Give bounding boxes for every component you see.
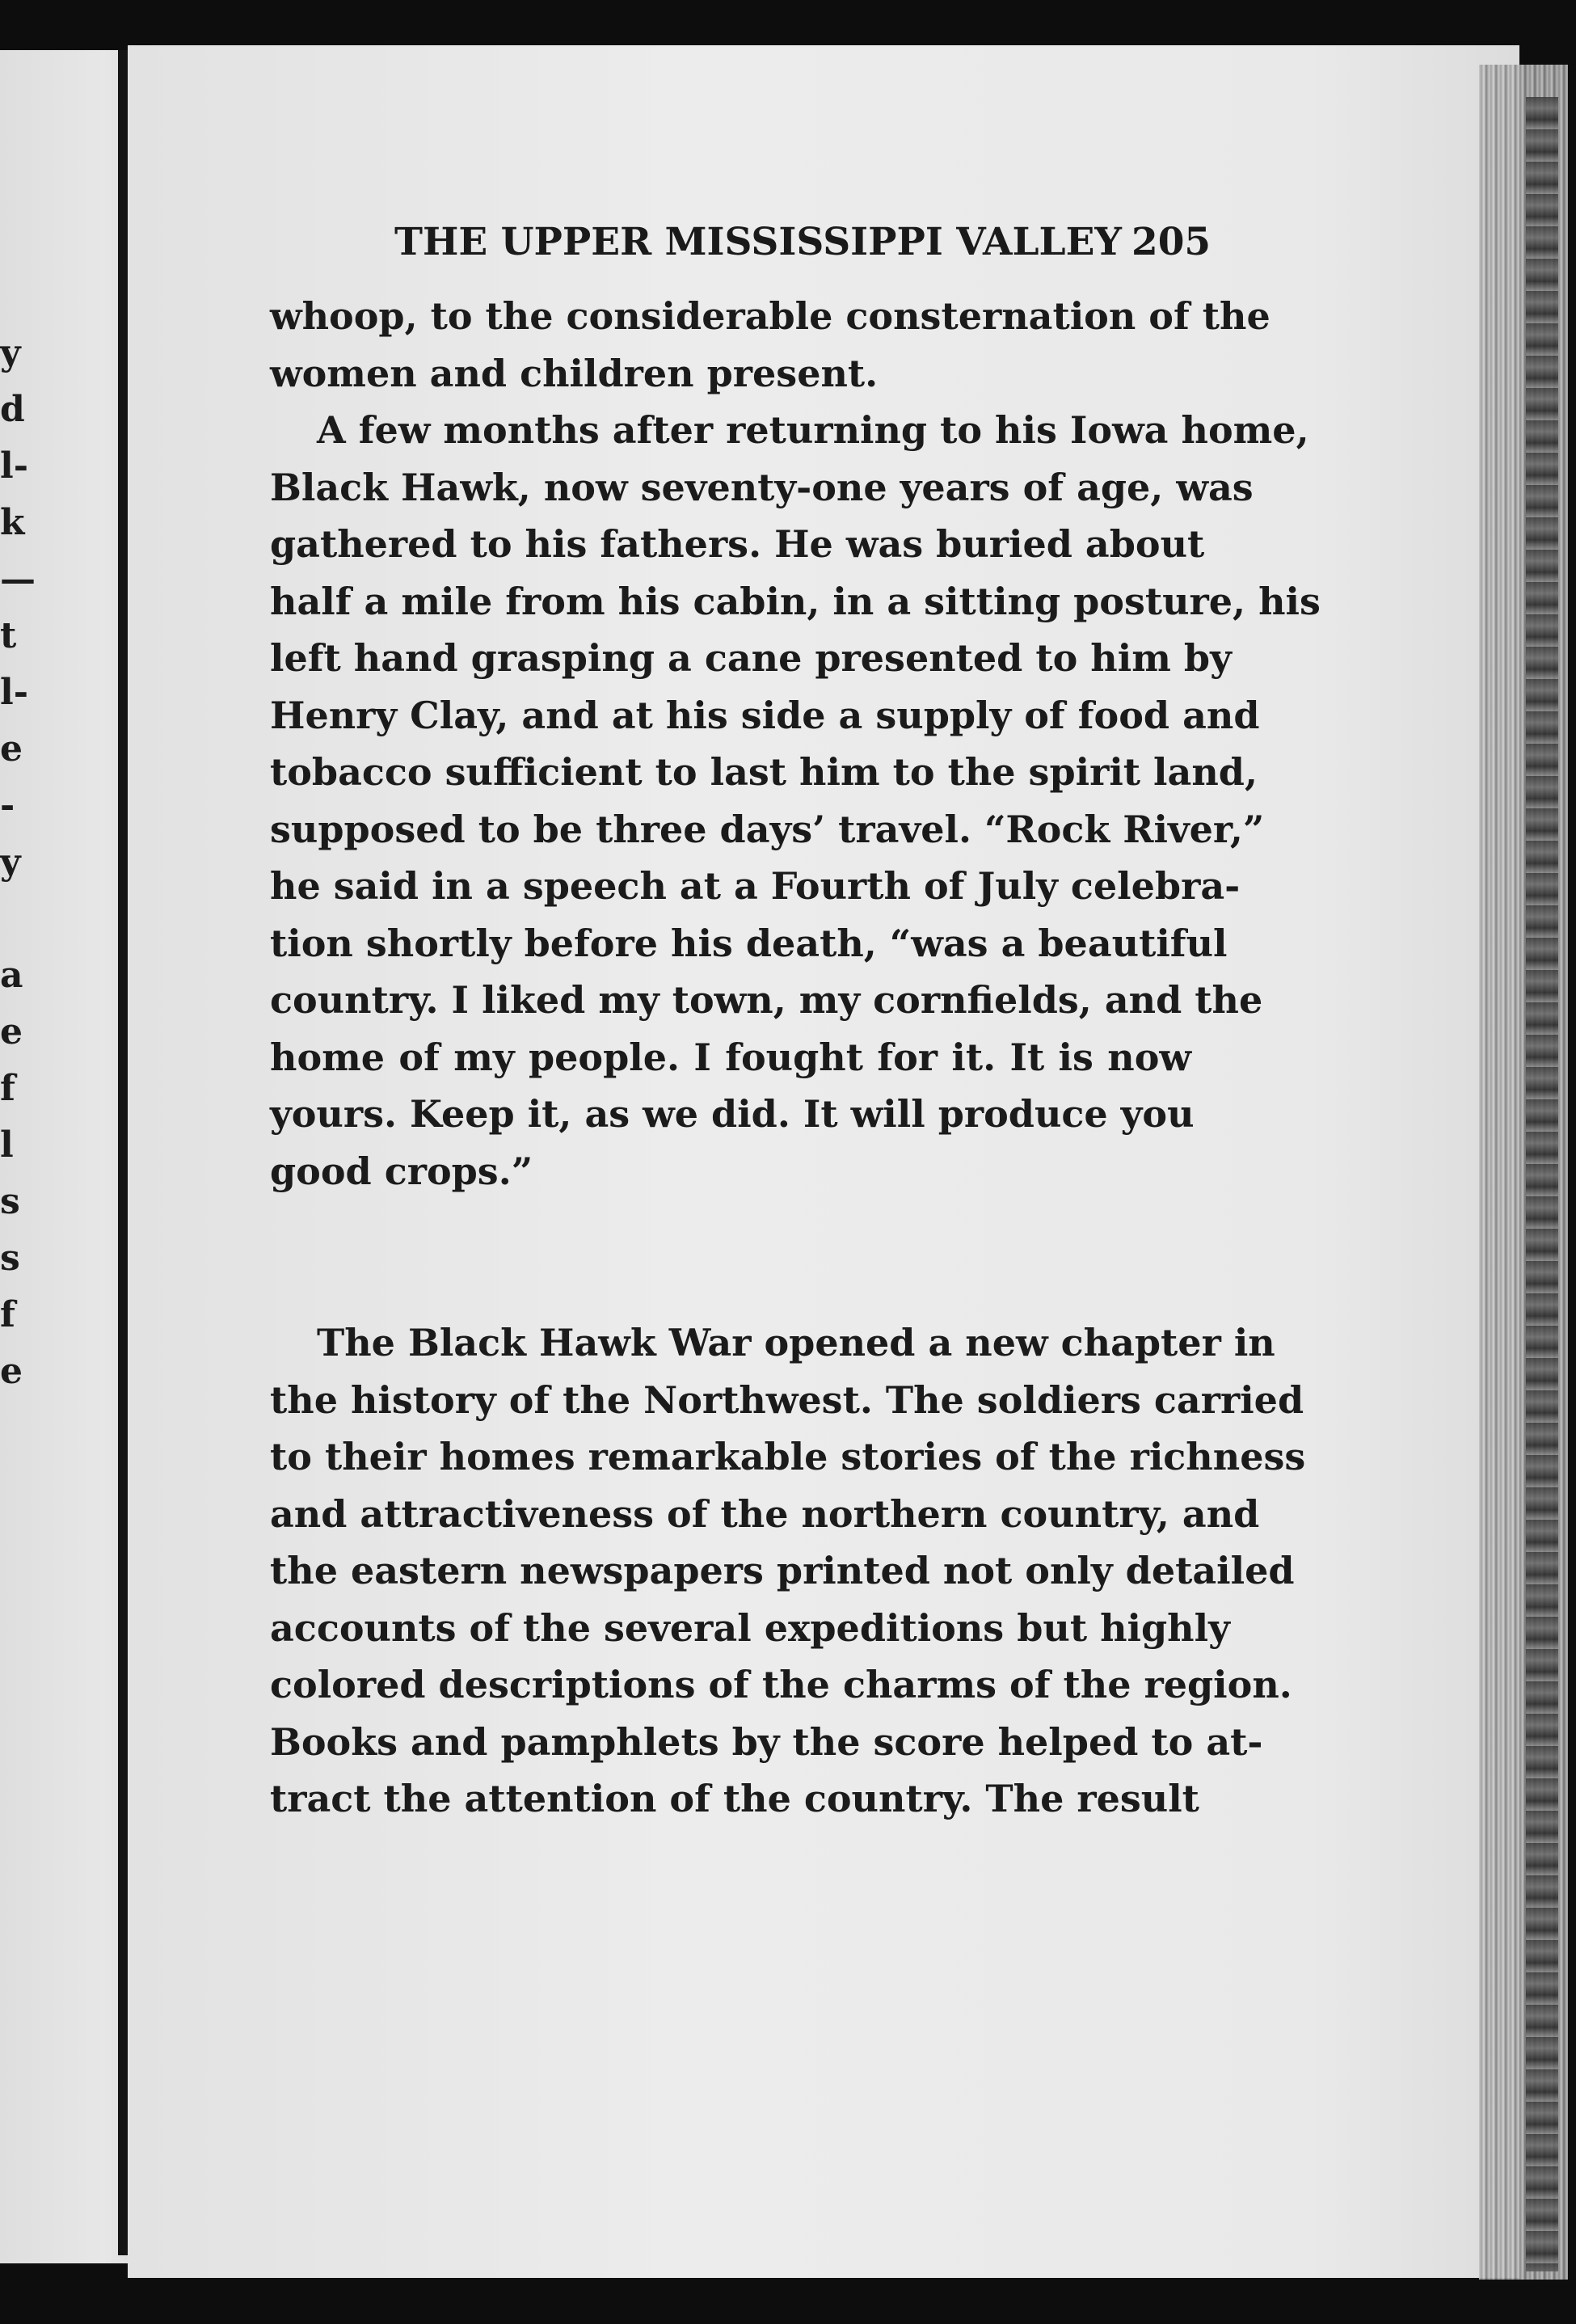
margin-letter: -	[0, 785, 15, 826]
margin-letter: y	[0, 841, 21, 883]
running-head	[394, 220, 1203, 276]
margin-letter: l	[0, 1124, 14, 1166]
margin-letter: f	[0, 1068, 15, 1109]
text-line: good crops.”	[270, 1149, 533, 1193]
text-line: to their homes remarkable stories of the richness	[270, 1435, 1306, 1478]
text-line: half a mile from his cabin, in a sitting posture, his	[270, 579, 1321, 623]
text-line: gathered to his fathers. He was buried about	[270, 522, 1205, 566]
book-gutter	[118, 50, 128, 2255]
margin-letter: a	[0, 955, 23, 996]
margin-letter: s	[0, 1238, 20, 1279]
margin-letter: f	[0, 1294, 15, 1335]
margin-letter: k	[0, 502, 25, 543]
running-title: THE UPPER MISSISSIPPI VALLEY	[394, 220, 1122, 264]
page-number: 205	[1131, 220, 1211, 264]
paragraph	[270, 1314, 1306, 1828]
margin-letter	[0, 891, 32, 947]
paragraph	[270, 402, 1321, 1200]
text-line: supposed to be three days’ travel. “Rock River,”	[270, 807, 1265, 851]
margin-letter: —	[0, 559, 36, 600]
text-line: women and children present.	[270, 351, 879, 395]
text-line: the history of the Northwest. The soldiers carried	[270, 1377, 1304, 1422]
text-line: and attractiveness of the northern country, and	[270, 1491, 1260, 1536]
margin-letter: e	[0, 728, 23, 770]
margin-letter: e	[0, 1351, 23, 1392]
text-line: whoop, to the considerable consternation of the	[270, 294, 1270, 338]
text-line: Henry Clay, and at his side a supply of food and	[270, 693, 1260, 737]
text-line: A few months after returning to his Iowa home,	[317, 408, 1309, 452]
text-line: tract the attention of the country. The result	[270, 1777, 1199, 1820]
body-text	[270, 288, 1321, 1828]
section-break	[270, 1200, 1191, 1314]
text-line: accounts of the several expeditions but highly	[270, 1605, 1230, 1650]
text-line: left hand grasping a cane presented to him by	[270, 636, 1232, 680]
page-edge-shadow	[1526, 97, 1558, 2271]
text-line: colored descriptions of the charms of the region.	[270, 1663, 1292, 1706]
text-line: Black Hawk, now seventy-one years of age, was	[270, 465, 1254, 509]
text-line: tion shortly before his death, “was a beautiful	[270, 921, 1228, 965]
margin-letter: y	[0, 332, 21, 373]
text-line: Books and pamphlets by the score helped to at-	[270, 1719, 1263, 1764]
text-line: the eastern newspapers printed not only detailed	[270, 1549, 1295, 1592]
margin-letter: t	[0, 615, 17, 656]
margin-letter: l-	[0, 445, 28, 487]
text-line: he said in a speech at a Fourth of July celebra-	[270, 864, 1241, 908]
text-line: country. I liked my town, my cornfields, and the	[270, 978, 1263, 1022]
text-line: yours. Keep it, as we did. It will produce you	[270, 1092, 1195, 1136]
text-line: home of my people. I fought for it. It is now	[270, 1035, 1191, 1079]
text-line: tobacco sufficient to last him to the spirit land,	[270, 750, 1258, 794]
margin-letter: l-	[0, 672, 28, 713]
text-line: The Black Hawk War opened a new chapter in	[317, 1321, 1275, 1364]
paragraph	[270, 288, 1270, 402]
margin-letter: e	[0, 1011, 23, 1052]
margin-letter: s	[0, 1181, 20, 1222]
left-page-margin-text	[0, 325, 36, 1400]
margin-letter: d	[0, 389, 25, 430]
